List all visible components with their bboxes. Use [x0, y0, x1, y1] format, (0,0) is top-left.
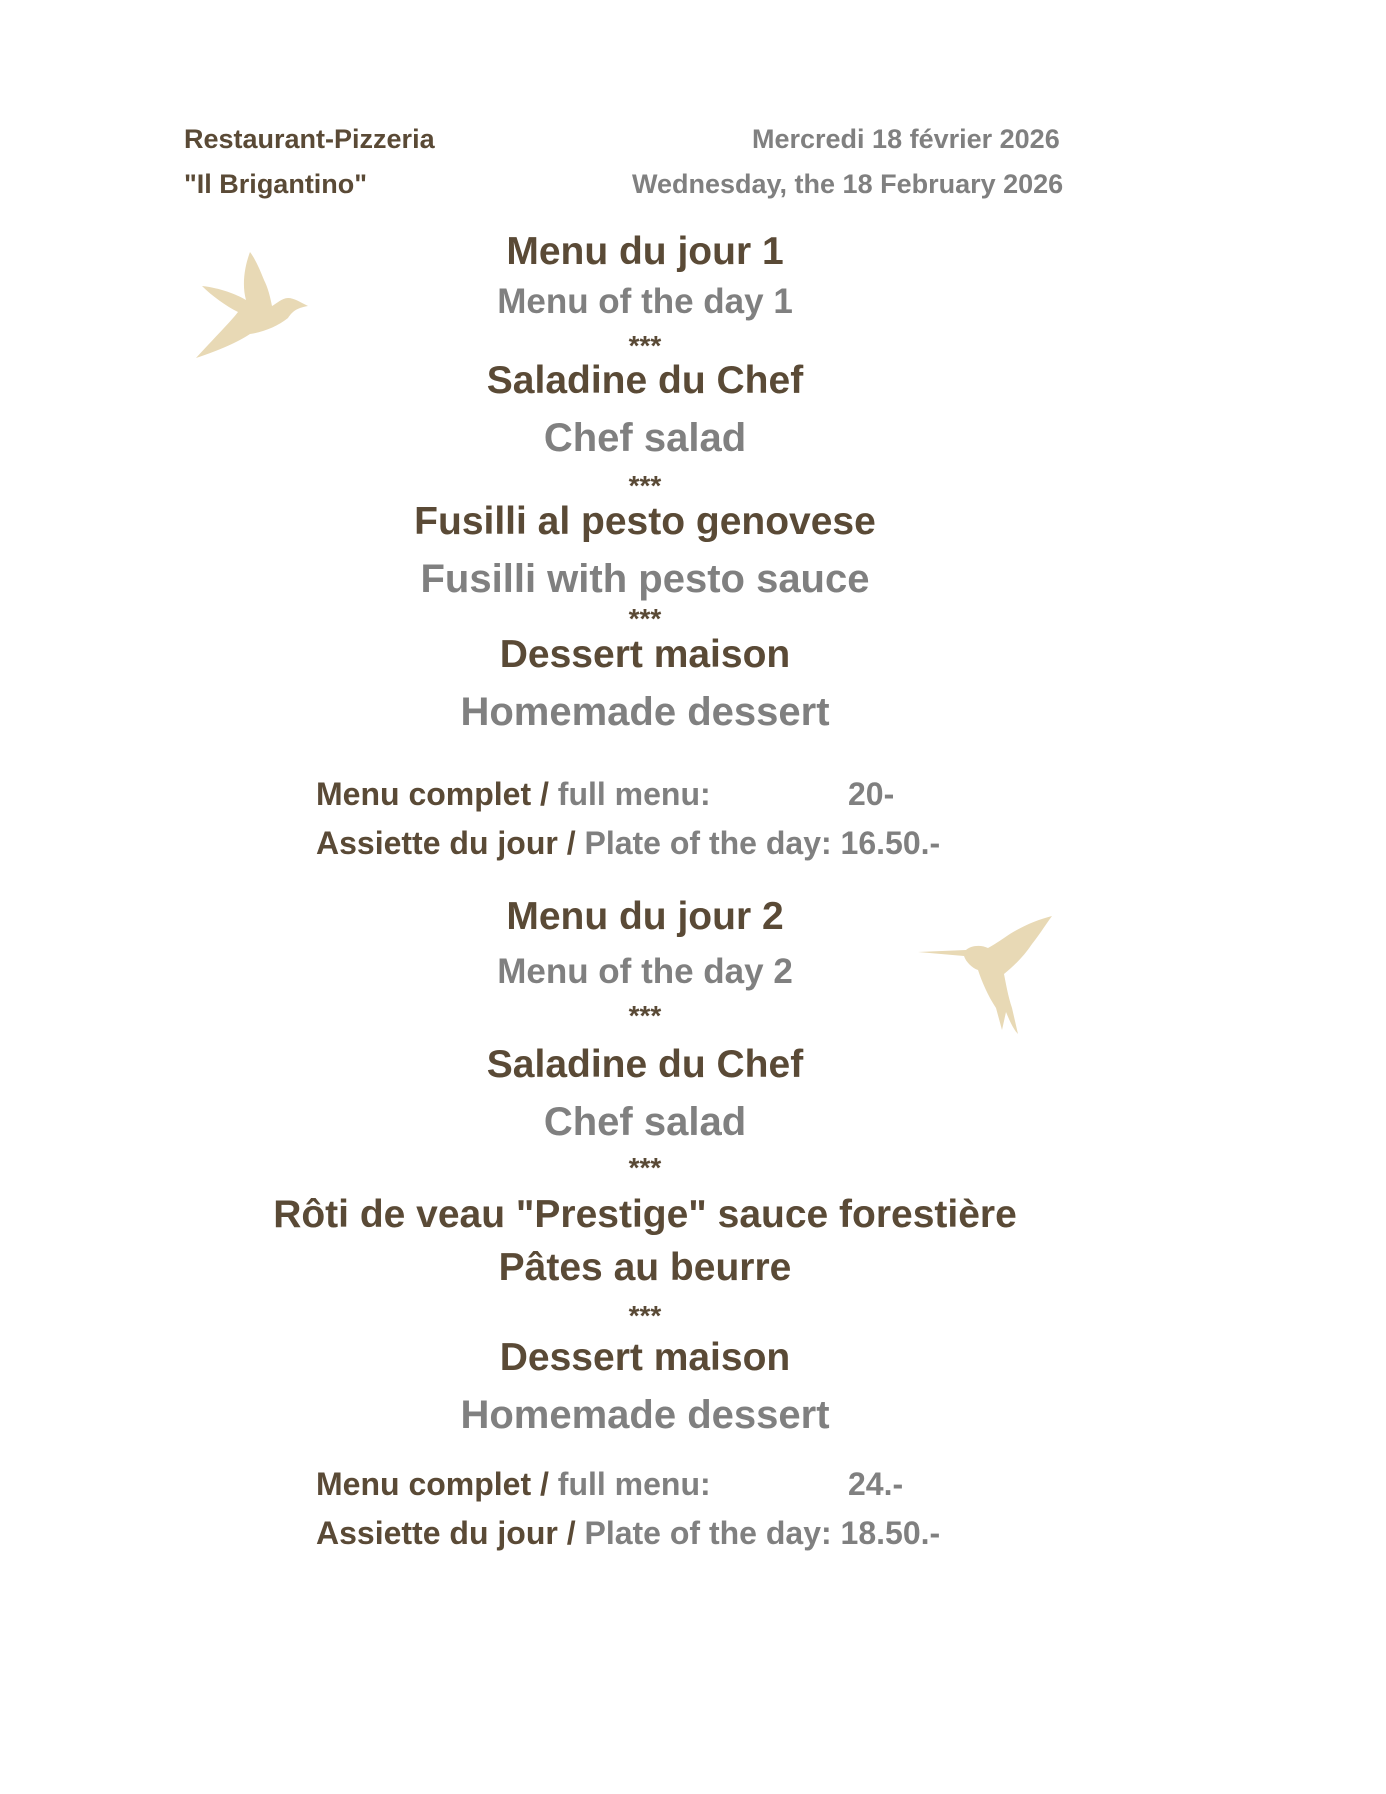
date-english: Wednesday, the 18 February 2026 [632, 169, 1064, 199]
menu1-full-price-row [316, 776, 711, 813]
menu2-title-fr: Menu du jour 2 [506, 895, 784, 938]
menu1-dessert-fr: Dessert maison [499, 633, 791, 676]
menu2-dessert-en: Homemade dessert [460, 1393, 830, 1437]
full-menu-label-fr: Menu complet / [316, 776, 549, 812]
menu1-title-fr: Menu du jour 1 [506, 230, 784, 273]
menu2-title-en: Menu of the day 2 [497, 952, 793, 991]
menu1-plate-price-row [316, 825, 940, 862]
menu1-starter-en: Chef salad [543, 416, 747, 460]
separator: *** [628, 1300, 662, 1331]
menu1-title-en: Menu of the day 1 [497, 282, 793, 321]
full-menu-label-fr: Menu complet / [316, 1466, 549, 1502]
menu1-main-fr: Fusilli al pesto genovese [414, 500, 876, 543]
restaurant-name-line2: "Il Brigantino" [184, 169, 368, 199]
plate-label-fr: Assiette du jour / [316, 1515, 576, 1551]
separator: *** [628, 330, 662, 361]
date-french: Mercredi 18 février 2026 [752, 124, 1060, 154]
separator: *** [628, 1152, 662, 1183]
separator: *** [628, 1000, 662, 1031]
menu2-dessert-fr: Dessert maison [499, 1336, 791, 1379]
menu1-plate-price: 16.50.- [840, 825, 941, 861]
plate-label-en: Plate of the day: [584, 825, 832, 861]
plate-label-fr: Assiette du jour / [316, 825, 576, 861]
menu1-main-en: Fusilli with pesto sauce [420, 557, 870, 601]
plate-label-en: Plate of the day: [584, 1515, 832, 1551]
menu1-dessert-en: Homemade dessert [460, 690, 830, 734]
full-menu-label-en: full menu: [557, 776, 711, 812]
menu2-full-price: 24.- [848, 1466, 904, 1502]
menu1-full-price: 20- [848, 776, 895, 812]
menu2-starter-en: Chef salad [543, 1100, 747, 1144]
menu2-main-fr-2: Pâtes au beurre [498, 1246, 792, 1289]
menu2-plate-price-row [316, 1515, 940, 1552]
separator: *** [628, 603, 662, 634]
menu1-starter-fr: Saladine du Chef [486, 359, 804, 402]
menu2-plate-price: 18.50.- [840, 1515, 941, 1551]
full-menu-label-en: full menu: [557, 1466, 711, 1502]
menu2-full-price-row [316, 1466, 711, 1503]
restaurant-name-line1: Restaurant-Pizzeria [184, 124, 435, 154]
separator: *** [628, 470, 662, 501]
menu2-main-fr: Rôti de veau "Prestige" sauce forestière [273, 1193, 1017, 1236]
menu2-starter-fr: Saladine du Chef [486, 1043, 804, 1086]
